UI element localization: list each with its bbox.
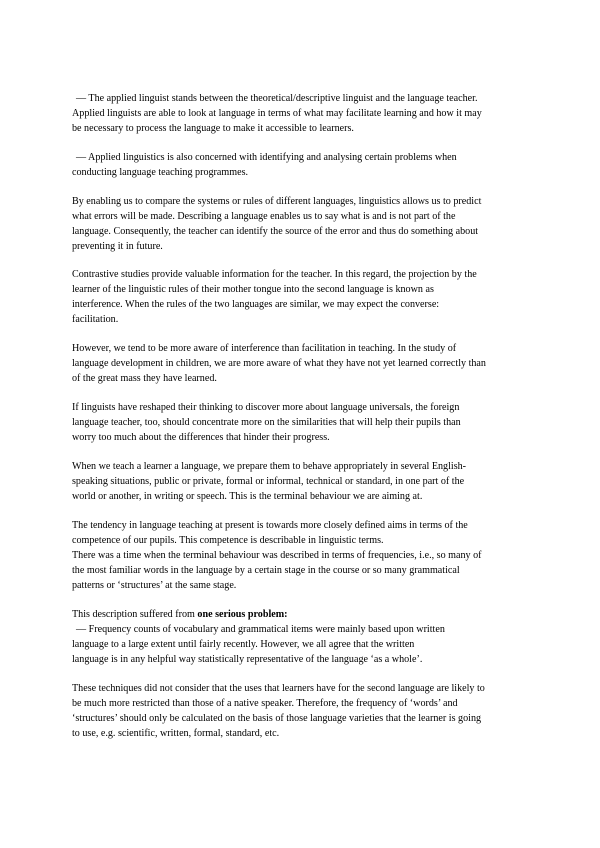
text-line [72, 607, 288, 622]
text-line: If linguists have reshaped their thinking to discover more about language universals, the foreign [72, 402, 460, 413]
text-line: — The applied linguist stands between the theoretical/descriptive linguist and the language teacher. [76, 93, 478, 104]
text-line: be necessary to process the language to make it accessible to learners. [72, 123, 354, 134]
text-line: to use, e.g. scientific, written, formal, standard, etc. [72, 728, 280, 739]
text-line: preventing it in future. [72, 241, 163, 252]
text-line: be much more restricted than those of a native speaker. Therefore, the frequency of ‘words’ and [72, 698, 458, 709]
text-line: language is in any helpful way statistically representative of the language ‘as a whole’. [72, 654, 423, 665]
text-line: language. Consequently, the teacher can identify the source of the error and thus do something about [72, 226, 479, 237]
text-line: competence of our pupils. This competence is describable in linguistic terms. [72, 535, 384, 546]
text-line: language development in children, we are more aware of what they have not yet learned correctly than [72, 358, 486, 369]
text-line: conducting language teaching programmes. [72, 167, 249, 178]
text-line: These techniques did not consider that the uses that learners have for the second language are likely to [72, 683, 485, 694]
text-line: — Applied linguistics is also concerned with identifying and analysing certain problems when [76, 152, 457, 163]
text-line: Applied linguists are able to look at language in terms of what may facilitate learning and how it may [72, 108, 482, 119]
text-line: language teacher, too, should concentrate more on the similarities that will help their pupils than [72, 417, 461, 428]
bold-phrase: one serious problem: [197, 609, 288, 620]
text-line: facilitation. [72, 314, 119, 325]
text-line: what errors will be made. Describing a language enables us to say what is and is not part of the [72, 211, 456, 222]
text-line: worry too much about the differences that hinder their progress. [72, 432, 330, 443]
intro-text: This description suffered from [72, 609, 198, 620]
text-line: ‘structures’ should only be calculated on the basis of those language varieties that the learner is going [72, 713, 482, 724]
text-line: patterns or ‘structures’ at the same stage. [72, 580, 237, 591]
text-line: speaking situations, public or private, formal or informal, technical or standard, in one part of the [72, 476, 465, 487]
text-line: There was a time when the terminal behaviour was described in terms of frequencies, i.e., so many of [72, 550, 482, 561]
text-line: interference. When the rules of the two languages are similar, we may expect the converse: [72, 299, 440, 310]
text-line: world or another, in writing or speech. This is the terminal behaviour we are aiming at. [72, 491, 423, 502]
text-line: However, we tend to be more aware of interference than facilitation in teaching. In the study of [72, 343, 457, 354]
text-line: Contrastive studies provide valuable information for the teacher. In this regard, the projection by the [72, 269, 477, 280]
text-line: learner of the linguistic rules of their mother tongue into the second language is known as [72, 284, 434, 295]
text-line: language to a large extent until fairly recently. However, we all agree that the written [72, 639, 415, 650]
text-line: The tendency in language teaching at present is towards more closely defined aims in terms of the [72, 520, 468, 531]
text-line: the most familiar words in the language by a certain stage in the course or so many grammatical [72, 565, 460, 576]
text-line: — Frequency counts of vocabulary and grammatical items were mainly based upon written [76, 624, 445, 635]
text-line: of the great mass they have learned. [72, 373, 217, 384]
text-line: When we teach a learner a language, we prepare them to behave appropriately in several English- [72, 461, 467, 472]
text-line: By enabling us to compare the systems or rules of different languages, linguistics allows us to predict [72, 196, 482, 207]
